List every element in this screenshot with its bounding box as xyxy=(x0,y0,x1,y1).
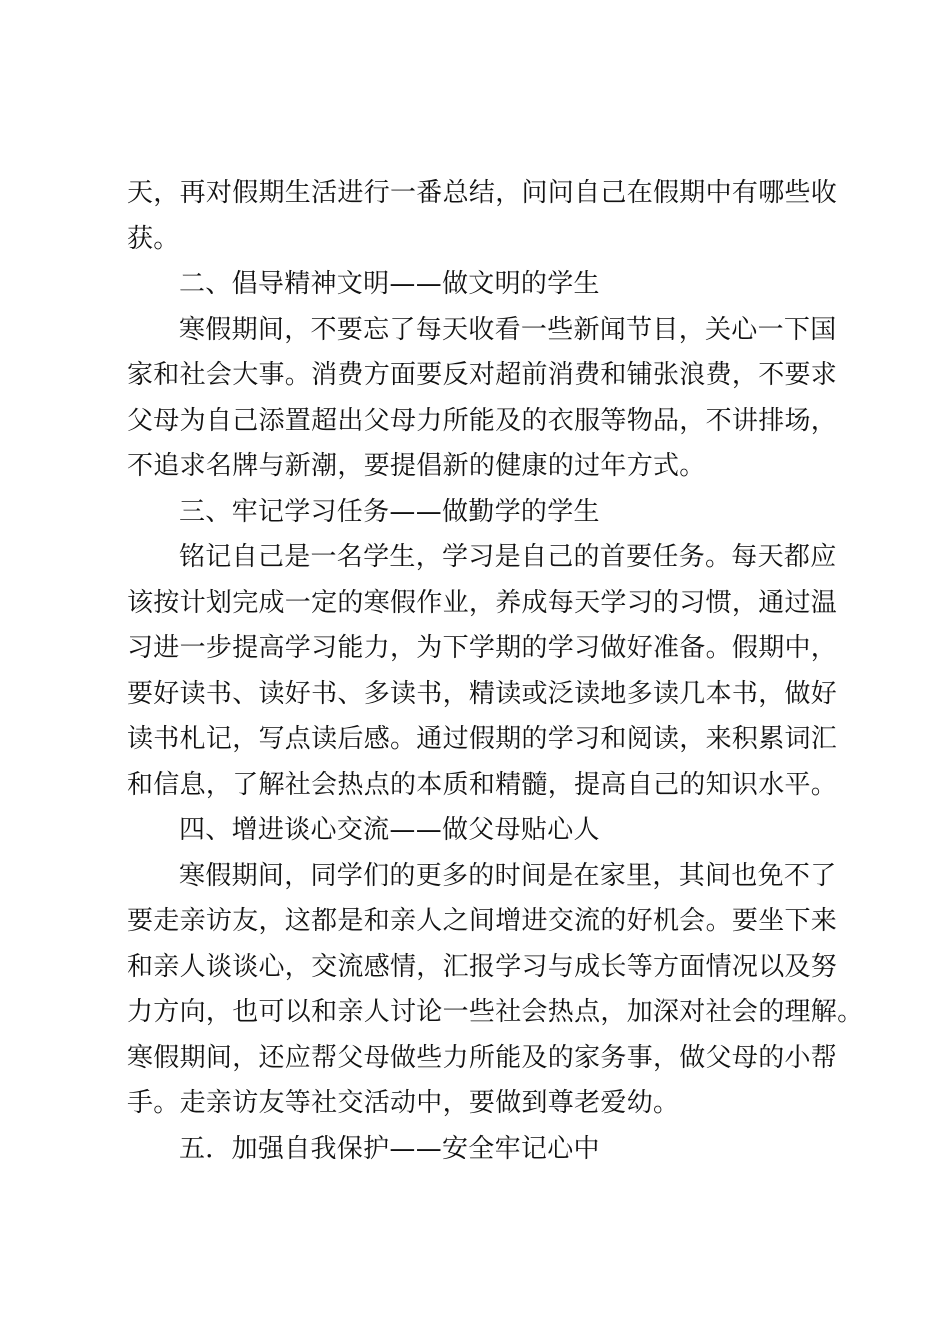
paragraph-line: 获。 xyxy=(127,223,180,254)
paragraph-line: 和亲人谈谈心，交流感情，汇报学习与成长等方面情况以及努 xyxy=(127,951,838,982)
paragraph-line: 和信息，了解社会热点的本质和精髓，提高自己的知识水平。 xyxy=(127,769,838,800)
paragraph-line-indented: 四、增进谈心交流——做父母贴心人 xyxy=(179,815,600,845)
paragraph-line: 手。走亲访友等社交活动中，要做到尊老爱幼。 xyxy=(127,1088,680,1118)
paragraph-line: 习进一步提高学习能力，为下学期的学习做好准备。假期中， xyxy=(127,633,838,663)
paragraph-line: 寒假期间，还应帮父母做些力所能及的家务事，做父母的小帮 xyxy=(127,1042,838,1073)
document-page xyxy=(127,171,864,1172)
paragraph-line: 家和社会大事。消费方面要反对超前消费和铺张浪费，不要求 xyxy=(127,360,838,390)
paragraph-line: 不追求名牌与新潮，要提倡新的健康的过年方式。 xyxy=(127,451,706,481)
paragraph-line: 力方向，也可以和亲人讨论一些社会热点，加深对社会的理解。 xyxy=(127,997,864,1027)
paragraph-line-indented: 二、倡导精神文明——做文明的学生 xyxy=(179,269,600,299)
paragraph-line-indented: 三、牢记学习任务——做勤学的学生 xyxy=(179,496,600,527)
paragraph-line-indented: 寒假期间，同学们的更多的时间是在家里，其间也免不了 xyxy=(179,860,837,891)
paragraph-line: 该按计划完成一定的寒假作业，养成每天学习的习惯，通过温 xyxy=(127,587,838,618)
paragraph-line: 要走亲访友，这都是和亲人之间增进交流的好机会。要坐下来 xyxy=(127,906,838,936)
paragraph-line-indented: 五．加强自我保护——安全牢记心中 xyxy=(179,1133,600,1164)
paragraph-line-indented: 铭记自己是一名学生，学习是自己的首要任务。每天都应 xyxy=(179,542,837,572)
paragraph-line: 父母为自己添置超出父母力所能及的衣服等物品，不讲排场， xyxy=(127,405,838,436)
paragraph-line: 读书札记，写点读后感。通过假期的学习和阅读，来积累词汇 xyxy=(127,724,838,754)
paragraph-line: 天，再对假期生活进行一番总结，问问自己在假期中有哪些收 xyxy=(127,178,838,208)
paragraph-line-indented: 寒假期间，不要忘了每天收看一些新闻节目，关心一下国 xyxy=(179,314,837,345)
paragraph-line: 要好读书、读好书、多读书，精读或泛读地多读几本书，做好 xyxy=(127,678,838,709)
